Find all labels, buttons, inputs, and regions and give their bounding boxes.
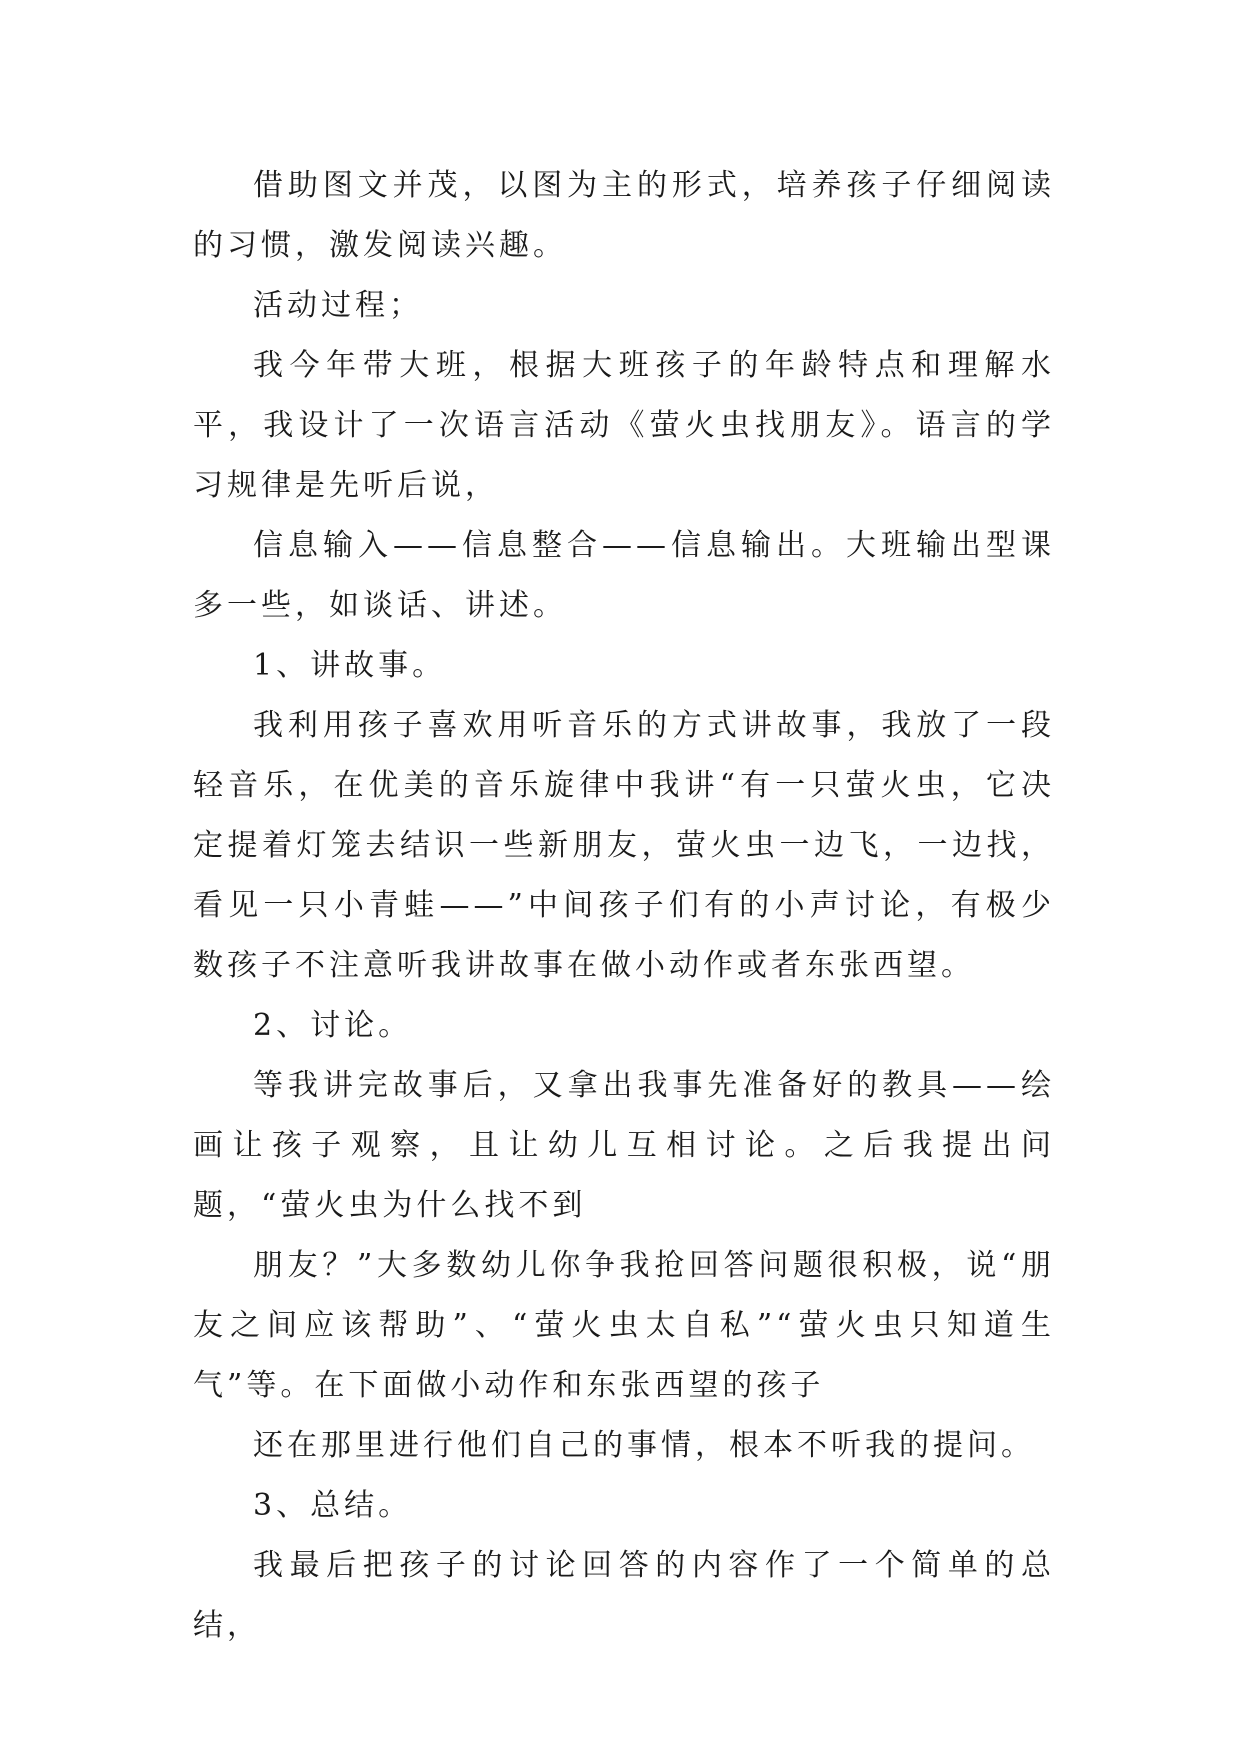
paragraph: 我今年带大班，根据大班孩子的年龄特点和理解水平，我设计了一次语言活动《萤火虫找朋友》。语言的学习规律是先听后说，: [193, 348, 1055, 503]
paragraph: 活动过程；: [253, 288, 423, 323]
paragraph: 借助图文并茂，以图为主的形式，培养孩子仔细阅读的习惯，激发阅读兴趣。: [193, 168, 1055, 263]
paragraph: 等我讲完故事后，又拿出我事先准备好的教具——绘画让孩子观察，且让幼儿互相讨论。之后我提出问题，“萤火虫为什么找不到: [193, 1068, 1055, 1223]
document-body: [193, 156, 1055, 1656]
paragraph: 我利用孩子喜欢用听音乐的方式讲故事，我放了一段轻音乐，在优美的音乐旋律中我讲“有一只萤火虫，它决定提着灯笼去结识一些新朋友，萤火虫一边飞，一边找，看见一只小青蛙——”中间孩子们有的小声讨论，有极少数孩子不注意听我讲故事在做小动作或者东张西望。: [193, 708, 1055, 983]
section-heading: 2、讨论。: [253, 1008, 413, 1043]
paragraph: 还在那里进行他们自己的事情，根本不听我的提问。: [253, 1428, 1035, 1463]
paragraph: 我最后把孩子的讨论回答的内容作了一个简单的总结，: [193, 1548, 1055, 1643]
section-heading: 1、讲故事。: [253, 648, 447, 683]
paragraph: 朋友？”大多数幼儿你争我抢回答问题很积极，说“朋友之间应该帮助”、“萤火虫太自私”“萤火虫只知道生气”等。在下面做小动作和东张西望的孩子: [193, 1248, 1055, 1403]
paragraph: 信息输入——信息整合——信息输出。大班输出型课多一些，如谈话、讲述。: [193, 528, 1055, 623]
section-heading: 3、总结。: [253, 1488, 413, 1523]
